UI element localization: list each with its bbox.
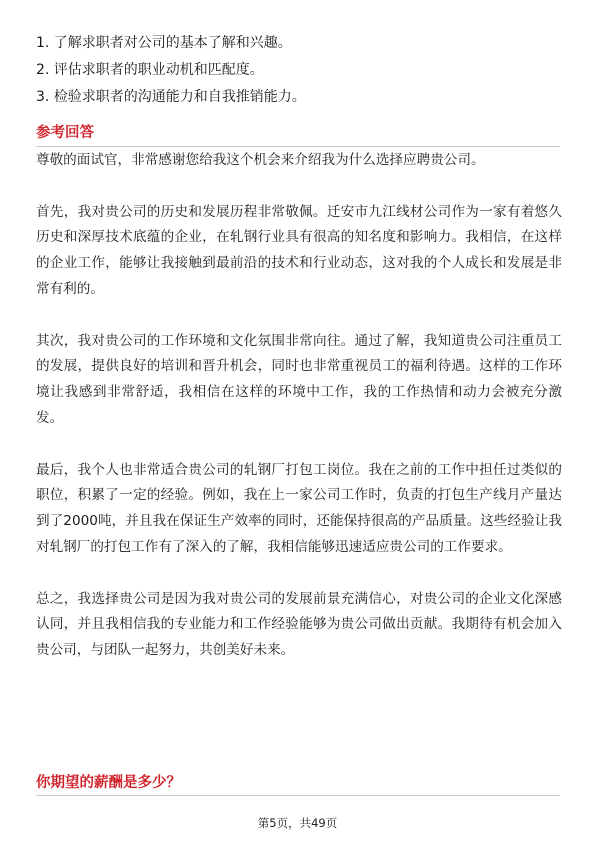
heading-divider — [36, 146, 560, 147]
answer-paragraph: 首先，我对贵公司的历史和发展历程非常敬佩。迁安市九江线材公司作为一家有着悠久历史和深厚技术底蕴的企业，在轧钢行业具有很高的知名度和影响力。我相信，在这样的企业工作，能够让我接触到最前沿的技术和行业动态，这对我的个人成长和发展是非常有利的。 — [36, 203, 562, 297]
reference-answer-body — [36, 148, 562, 664]
purpose-list-item: 2. 评估求职者的职业动机和匹配度。 — [36, 62, 264, 78]
answer-paragraph: 其次，我对贵公司的工作环境和文化氛围非常向往。通过了解，我知道贵公司注重员工的发展，提供良好的培训和晋升机会，同时也非常重视员工的福利待遇。这样的工作环境让我感到非常舒适，我相信在这样的环境中工作，我的工作热情和动力会被充分激发。 — [36, 332, 562, 426]
next-question-heading: 你期望的薪酬是多少？ — [36, 775, 181, 791]
question-divider — [36, 795, 560, 796]
answer-paragraph: 总之，我选择贵公司是因为我对贵公司的发展前景充满信心，对贵公司的企业文化深感认同，并且我相信我的专业能力和工作经验能够为贵公司做出贡献。我期待有机会加入贵公司，与团队一起努力，共创美好未来。 — [36, 590, 562, 659]
answer-paragraph: 最后，我个人也非常适合贵公司的轧钢厂打包工岗位。我在之前的工作中担任过类似的职位，积累了一定的经验。例如，我在上一家公司工作时，负责的打包生产线月产量达到了2000吨，并且我在保证生产效率的同时，还能保持很高的产品质量。这些经验让我对轧钢厂的打包工作有了深入的了解，我相信能够迅速适应贵公司的工作要求。 — [36, 461, 562, 555]
purpose-list-item: 1. 了解求职者对公司的基本了解和兴趣。 — [36, 35, 292, 51]
purpose-list-item: 3. 检验求职者的沟通能力和自我推销能力。 — [36, 89, 306, 105]
answer-paragraph: 尊敬的面试官，非常感谢您给我这个机会来介绍我为什么选择应聘贵公司。 — [36, 152, 485, 168]
purpose-list — [36, 30, 561, 111]
reference-answer-heading: 参考回答 — [36, 125, 94, 141]
page-number-footer: 第5页，共49页 — [257, 816, 338, 830]
